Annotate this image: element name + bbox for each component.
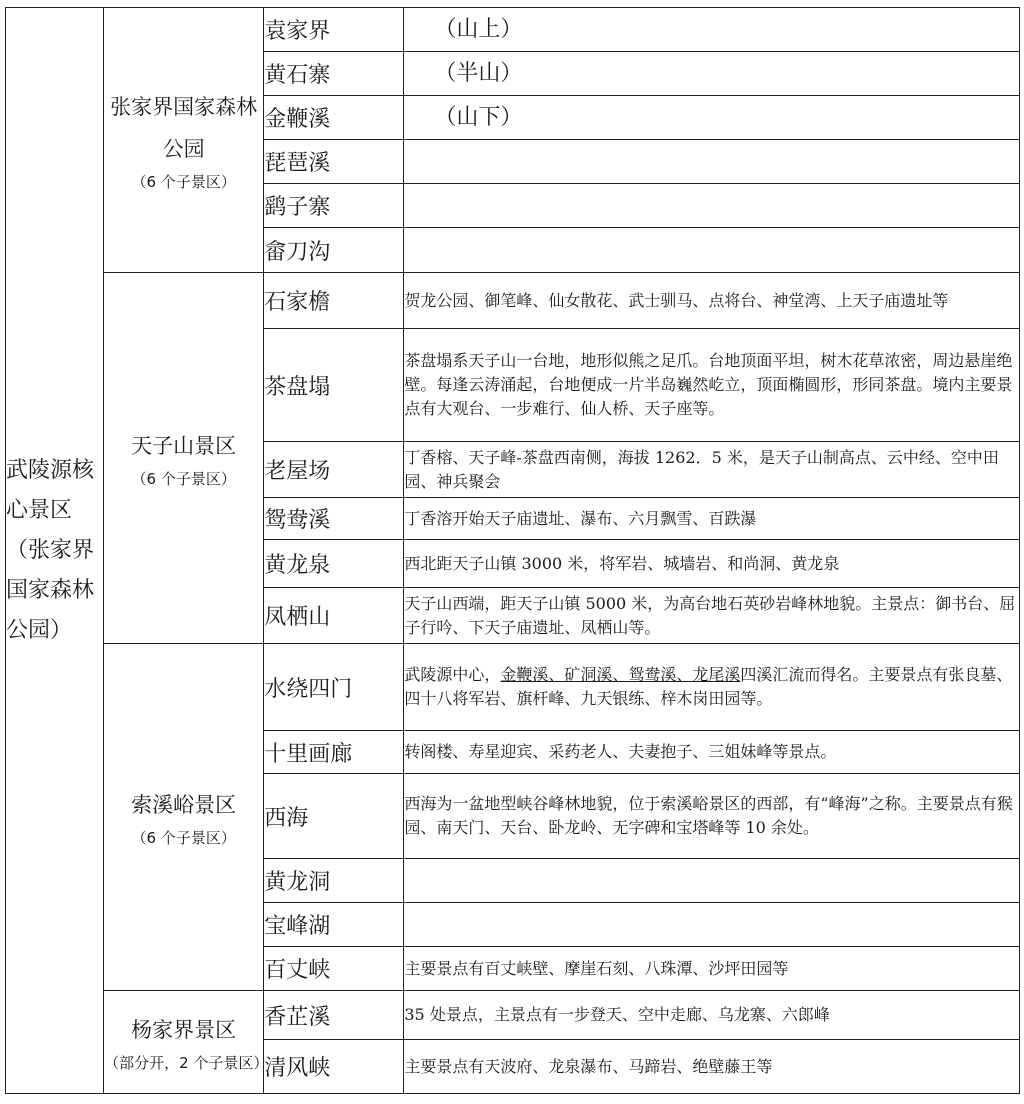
spot-name: 鸳鸯溪 (264, 498, 404, 540)
scenic-area-table (5, 7, 1020, 1094)
spot-desc: 茶盘塌系天子山一台地，地形似熊之足爪。台地顶面平坦，树木花草浓密，周边悬崖绝壁。每逢云涛涌起，台地便成一片半岛巍然屹立，顶面椭圆形，形同茶盘。境内主要景点有大观台、一步难行、仙人桥、天子座等。 (404, 329, 1020, 442)
spot-desc: （山上） (404, 8, 1020, 52)
spot-name: 袁家界 (264, 8, 404, 52)
spot-name: 香芷溪 (264, 991, 404, 1040)
spot-name: 十里画廊 (264, 731, 404, 774)
spot-desc: 主要景点有百丈峡壁、摩崖石刻、八珠潭、沙坪田园等 (404, 947, 1020, 991)
spot-name: 琵琶溪 (264, 140, 404, 184)
area-name: 索溪峪景区 (131, 793, 237, 817)
spot-desc: 天子山西端，距天子山镇 5000 米，为高台地石英砂岩峰林地貌。主景点：御书台、屈子行吟、下天子庙遗址、凤栖山等。 (404, 588, 1020, 644)
spot-name: 水绕四门 (264, 644, 404, 731)
spot-desc: 西北距天子山镇 3000 米，将军岩、城墙岩、和尚洞、黄龙泉 (404, 540, 1020, 588)
area-cell-yangjiajie (104, 991, 269, 1094)
spot-desc (404, 644, 1020, 731)
spot-name: 西海 (264, 774, 404, 859)
spot-name: 老屋场 (264, 442, 404, 498)
area-name: 张家界国家森林公园 (110, 95, 258, 161)
desc-text: 四溪汇流而得名。主要景点有张良墓、四十八将军岩、旗杆峰、九天银练、梓木岗田园等。 (404, 665, 1013, 708)
spot-desc: 丁香榕、天子峰-茶盘西南侧，海拔 1262．5 米，是天子山制高点、云中经、空中田园、神兵聚会 (404, 442, 1020, 498)
spot-name: 畲刀沟 (264, 228, 404, 273)
spot-desc (404, 140, 1020, 184)
spot-name: 凤栖山 (264, 588, 404, 644)
spot-name: 清风峡 (264, 1040, 404, 1094)
region-label: 武陵源核心景区（张家界国家森林公园） (6, 457, 95, 643)
spot-name: 金鞭溪 (264, 96, 404, 140)
spot-name: 石家檐 (264, 273, 404, 329)
spot-name: 宝峰湖 (264, 903, 404, 947)
spot-name: 黄石寨 (264, 52, 404, 96)
underlined-streams: 金鞭溪、矿洞溪、鸳鸯溪、龙尾溪 (500, 665, 741, 684)
spot-desc: （山下） (404, 96, 1020, 140)
area-note: （部分开，2 个子景区） (104, 1054, 269, 1072)
spot-desc: 贺龙公园、御笔峰、仙女散花、武士驯马、点将台、神堂湾、上天子庙遗址等 (404, 273, 1020, 329)
spot-desc (404, 903, 1020, 947)
desc-text: 武陵源中心， (404, 665, 501, 684)
area-note: （6 个子景区） (131, 829, 236, 847)
spot-desc (404, 184, 1020, 228)
spot-desc: 转阁楼、寿星迎宾、采药老人、夫妻抱子、三姐妹峰等景点。 (404, 731, 1020, 774)
spot-name: 鹞子寨 (264, 184, 404, 228)
area-cell-suoxiyu (104, 644, 264, 991)
spot-desc: 丁香溶开始天子庙遗址、瀑布、六月飘雪、百跌瀑 (404, 498, 1020, 540)
region-cell (6, 8, 104, 1094)
spot-desc: 西海为一盆地型峡谷峰林地貌，位于索溪峪景区的西部，有“峰海”之称。主要景点有猴园、南天门、天台、卧龙岭、无字碑和宝塔峰等 10 余处。 (404, 774, 1020, 859)
area-note: （6 个子景区） (131, 173, 236, 191)
spot-name: 茶盘塌 (264, 329, 404, 442)
area-name: 杨家界景区 (131, 1018, 237, 1042)
spot-desc (404, 859, 1020, 903)
spot-name: 黄龙泉 (264, 540, 404, 588)
spot-name: 百丈峡 (264, 947, 404, 991)
area-cell-tianzishan (104, 273, 264, 644)
spot-desc (404, 228, 1020, 273)
area-note: （6 个子景区） (131, 470, 236, 488)
spot-desc: 35 处景点，主景点有一步登天、空中走廊、乌龙寨、六郎峰 (404, 991, 1020, 1040)
spot-name: 黄龙洞 (264, 859, 404, 903)
spot-desc: （半山） (404, 52, 1020, 96)
spot-desc: 主要景点有天波府、龙泉瀑布、马蹄岩、绝壁藤王等 (404, 1040, 1020, 1094)
area-name: 天子山景区 (131, 434, 237, 458)
area-cell-zhangjiajie (104, 8, 264, 273)
